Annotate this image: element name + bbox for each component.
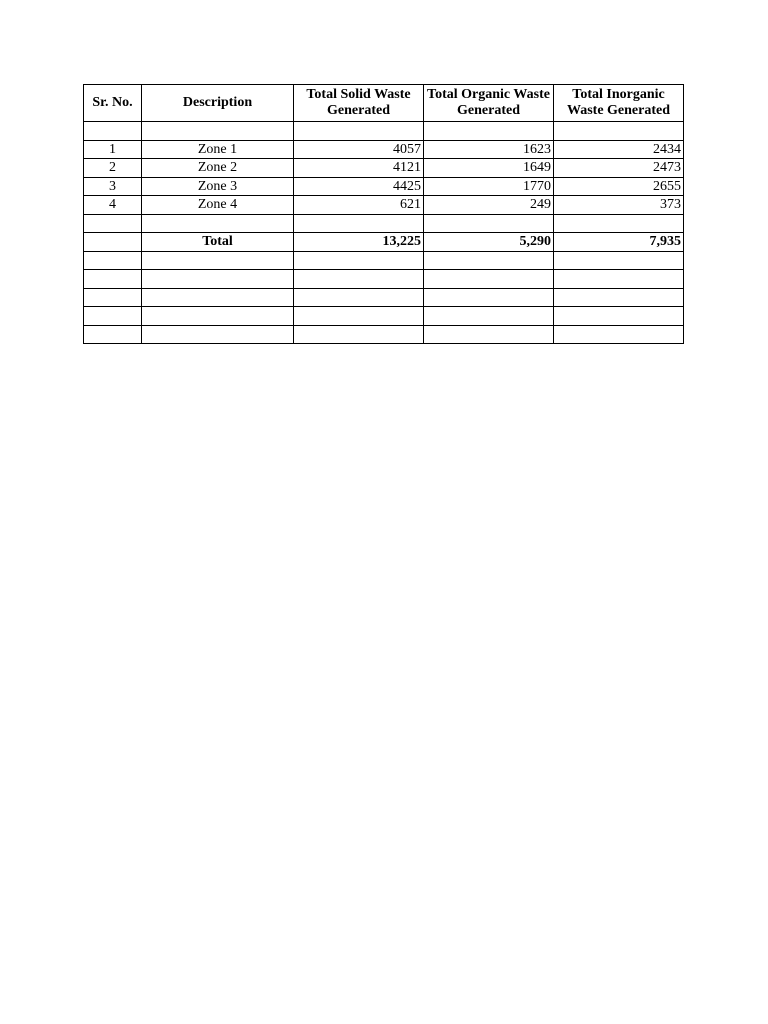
- empty-cell: [424, 288, 554, 307]
- empty-cell: [554, 214, 684, 233]
- empty-cell: [142, 270, 294, 289]
- empty-cell: [294, 122, 424, 141]
- table-row: [84, 196, 684, 215]
- empty-cell: [142, 214, 294, 233]
- empty-cell: [294, 214, 424, 233]
- empty-row: [84, 307, 684, 326]
- empty-cell: [142, 307, 294, 326]
- header-row: [84, 85, 684, 122]
- organic-waste-cell: 1649: [424, 159, 554, 178]
- empty-row: [84, 214, 684, 233]
- empty-cell: [424, 325, 554, 344]
- solid-waste-cell: 4425: [294, 177, 424, 196]
- header-total-solid-waste: Total Solid Waste Generated: [294, 85, 424, 122]
- empty-cell: [142, 251, 294, 270]
- sr-no-cell: 1: [84, 140, 142, 159]
- table-row: [84, 159, 684, 178]
- empty-cell: [424, 214, 554, 233]
- table-row: [84, 177, 684, 196]
- empty-cell: [554, 270, 684, 289]
- total-row: [84, 233, 684, 252]
- empty-row: [84, 270, 684, 289]
- empty-cell: [84, 307, 142, 326]
- spreadsheet-page: [83, 84, 684, 344]
- empty-cell: [142, 288, 294, 307]
- solid-waste-cell: 4121: [294, 159, 424, 178]
- organic-waste-cell: 1770: [424, 177, 554, 196]
- sr-no-cell: 4: [84, 196, 142, 215]
- empty-cell: [424, 122, 554, 141]
- description-cell: Zone 3: [142, 177, 294, 196]
- empty-cell: [142, 122, 294, 141]
- empty-row: [84, 122, 684, 141]
- description-cell: Zone 1: [142, 140, 294, 159]
- empty-cell: [424, 251, 554, 270]
- inorganic-waste-cell: 2473: [554, 159, 684, 178]
- empty-cell: [554, 325, 684, 344]
- total-inorganic-waste: 7,935: [554, 233, 684, 252]
- empty-cell: [84, 288, 142, 307]
- header-sr-no: Sr. No.: [84, 85, 142, 122]
- inorganic-waste-cell: 373: [554, 196, 684, 215]
- header-total-organic-waste: Total Organic Waste Generated: [424, 85, 554, 122]
- total-solid-waste: 13,225: [294, 233, 424, 252]
- total-label: Total: [142, 233, 294, 252]
- inorganic-waste-cell: 2655: [554, 177, 684, 196]
- empty-cell: [424, 270, 554, 289]
- sr-no-cell: 3: [84, 177, 142, 196]
- empty-row: [84, 288, 684, 307]
- empty-cell: [294, 288, 424, 307]
- empty-cell: [294, 251, 424, 270]
- waste-table: [83, 84, 684, 344]
- organic-waste-cell: 249: [424, 196, 554, 215]
- description-cell: Zone 2: [142, 159, 294, 178]
- empty-cell: [554, 307, 684, 326]
- description-cell: Zone 4: [142, 196, 294, 215]
- empty-cell: [84, 233, 142, 252]
- empty-cell: [554, 251, 684, 270]
- empty-row: [84, 251, 684, 270]
- header-description: Description: [142, 85, 294, 122]
- empty-cell: [294, 325, 424, 344]
- empty-cell: [554, 122, 684, 141]
- solid-waste-cell: 621: [294, 196, 424, 215]
- empty-cell: [84, 122, 142, 141]
- empty-cell: [84, 270, 142, 289]
- empty-cell: [294, 270, 424, 289]
- empty-cell: [424, 307, 554, 326]
- inorganic-waste-cell: 2434: [554, 140, 684, 159]
- empty-cell: [294, 307, 424, 326]
- empty-cell: [84, 251, 142, 270]
- table-row: [84, 140, 684, 159]
- empty-cell: [142, 325, 294, 344]
- solid-waste-cell: 4057: [294, 140, 424, 159]
- empty-cell: [554, 288, 684, 307]
- empty-cell: [84, 214, 142, 233]
- header-total-inorganic-waste: Total Inorganic Waste Generated: [554, 85, 684, 122]
- organic-waste-cell: 1623: [424, 140, 554, 159]
- sr-no-cell: 2: [84, 159, 142, 178]
- total-organic-waste: 5,290: [424, 233, 554, 252]
- empty-row: [84, 325, 684, 344]
- empty-cell: [84, 325, 142, 344]
